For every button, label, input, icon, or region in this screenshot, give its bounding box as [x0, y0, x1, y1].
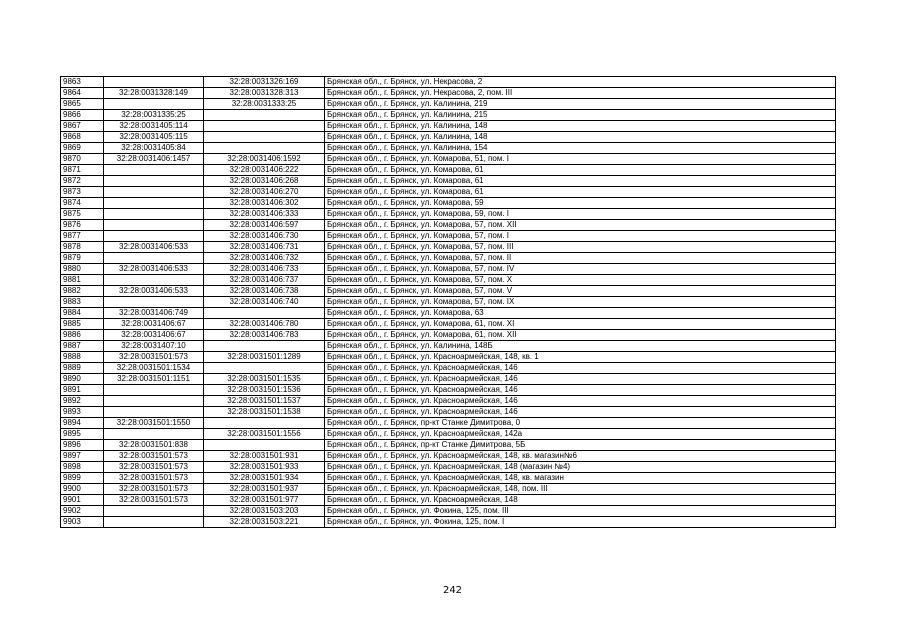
- cadastral-old-cell: 32:28:0031405:114: [104, 121, 204, 132]
- address-cell: Брянская обл., г. Брянск, ул. Красноармейская, 146: [325, 396, 836, 407]
- address-cell: Брянская обл., г. Брянск, ул. Калинина, 154: [325, 143, 836, 154]
- row-number-cell: 9878: [61, 242, 104, 253]
- address-cell: Брянская обл., г. Брянск, ул. Красноармейская, 146: [325, 385, 836, 396]
- address-cell: Брянская обл., г. Брянск, ул. Комарова, 63: [325, 308, 836, 319]
- row-number-cell: 9866: [61, 110, 104, 121]
- address-cell: Брянская обл., г. Брянск, ул. Комарова, 51, пом. I: [325, 154, 836, 165]
- cadastral-new-cell: 32:28:0031328:313: [204, 88, 325, 99]
- address-cell: Брянская обл., г. Брянск, ул. Комарова, 61, пом. XII: [325, 330, 836, 341]
- cadastral-old-cell: [104, 77, 204, 88]
- table-row: [61, 429, 836, 440]
- cadastral-new-cell: 32:28:0031406:1592: [204, 154, 325, 165]
- row-number-cell: 9865: [61, 99, 104, 110]
- cadastral-new-cell: 32:28:0031501:1289: [204, 352, 325, 363]
- cadastral-old-cell: 32:28:0031501:1534: [104, 363, 204, 374]
- address-cell: Брянская обл., г. Брянск, ул. Красноармейская, 148: [325, 495, 836, 506]
- table-row: [61, 264, 836, 275]
- table-row: [61, 99, 836, 110]
- cadastral-new-cell: 32:28:0031406:222: [204, 165, 325, 176]
- row-number-cell: 9873: [61, 187, 104, 198]
- address-cell: Брянская обл., г. Брянск, ул. Красноармейская, 146: [325, 407, 836, 418]
- row-number-cell: 9881: [61, 275, 104, 286]
- table-row: [61, 121, 836, 132]
- address-cell: Брянская обл., г. Брянск, ул. Комарова, 57, пом. II: [325, 253, 836, 264]
- row-number-cell: 9880: [61, 264, 104, 275]
- cadastral-new-cell: 32:28:0031501:1538: [204, 407, 325, 418]
- cadastral-old-cell: [104, 176, 204, 187]
- row-number-cell: 9890: [61, 374, 104, 385]
- row-number-cell: 9901: [61, 495, 104, 506]
- cadastral-new-cell: 32:28:0031501:934: [204, 473, 325, 484]
- row-number-cell: 9894: [61, 418, 104, 429]
- table-row: [61, 396, 836, 407]
- address-cell: Брянская обл., г. Брянск, ул. Красноармейская, 146: [325, 363, 836, 374]
- cadastral-old-cell: [104, 506, 204, 517]
- cadastral-old-cell: 32:28:0031328:149: [104, 88, 204, 99]
- address-cell: Брянская обл., г. Брянск, ул. Комарова, 59: [325, 198, 836, 209]
- table-row: [61, 330, 836, 341]
- cadastral-new-cell: 32:28:0031503:203: [204, 506, 325, 517]
- row-number-cell: 9872: [61, 176, 104, 187]
- address-cell: Брянская обл., г. Брянск, ул. Комарова, 57, пом. XII: [325, 220, 836, 231]
- row-number-cell: 9868: [61, 132, 104, 143]
- cadastral-old-cell: [104, 253, 204, 264]
- row-number-cell: 9889: [61, 363, 104, 374]
- address-cell: Брянская обл., г. Брянск, ул. Комарова, 57, пом. X: [325, 275, 836, 286]
- cadastral-new-cell: 32:28:0031406:780: [204, 319, 325, 330]
- table-row: [61, 418, 836, 429]
- cadastral-new-cell: 32:28:0031501:931: [204, 451, 325, 462]
- table-row: [61, 88, 836, 99]
- cadastral-old-cell: 32:28:0031501:573: [104, 473, 204, 484]
- row-number-cell: 9877: [61, 231, 104, 242]
- row-number-cell: 9884: [61, 308, 104, 319]
- address-cell: Брянская обл., г. Брянск, пр-кт Станке Димитрова, 0: [325, 418, 836, 429]
- table-row: [61, 440, 836, 451]
- cadastral-old-cell: [104, 297, 204, 308]
- cadastral-new-cell: 32:28:0031501:977: [204, 495, 325, 506]
- cadastral-new-cell: 32:28:0031406:302: [204, 198, 325, 209]
- cadastral-new-cell: 32:28:0031406:737: [204, 275, 325, 286]
- address-cell: Брянская обл., г. Брянск, ул. Красноармейская, 148, кв. 1: [325, 352, 836, 363]
- address-cell: Брянская обл., г. Брянск, ул. Фокина, 125, пом. III: [325, 506, 836, 517]
- cadastral-old-cell: 32:28:0031501:573: [104, 352, 204, 363]
- address-cell: Брянская обл., г. Брянск, ул. Некрасова, 2, пом. III: [325, 88, 836, 99]
- cadastral-new-cell: 32:28:0031406:597: [204, 220, 325, 231]
- cadastral-old-cell: [104, 187, 204, 198]
- table-row: [61, 165, 836, 176]
- table-row: [61, 187, 836, 198]
- cadastral-old-cell: [104, 99, 204, 110]
- cadastral-new-cell: [204, 418, 325, 429]
- cadastral-new-cell: 32:28:0031406:740: [204, 297, 325, 308]
- cadastral-new-cell: 32:28:0031501:933: [204, 462, 325, 473]
- cadastral-old-cell: [104, 429, 204, 440]
- cadastral-old-cell: [104, 517, 204, 528]
- row-number-cell: 9875: [61, 209, 104, 220]
- table-row: [61, 132, 836, 143]
- cadastral-new-cell: 32:28:0031501:1535: [204, 374, 325, 385]
- cadastral-old-cell: [104, 231, 204, 242]
- cadastral-old-cell: [104, 198, 204, 209]
- cadastral-old-cell: [104, 209, 204, 220]
- address-cell: Брянская обл., г. Брянск, ул. Калинина, 148: [325, 121, 836, 132]
- cadastral-old-cell: 32:28:0031501:1151: [104, 374, 204, 385]
- row-number-cell: 9869: [61, 143, 104, 154]
- row-number-cell: 9887: [61, 341, 104, 352]
- table-row: [61, 374, 836, 385]
- row-number-cell: 9876: [61, 220, 104, 231]
- cadastral-new-cell: 32:28:0031406:730: [204, 231, 325, 242]
- row-number-cell: 9898: [61, 462, 104, 473]
- row-number-cell: 9897: [61, 451, 104, 462]
- row-number-cell: 9863: [61, 77, 104, 88]
- table-row: [61, 77, 836, 88]
- table-row: [61, 506, 836, 517]
- cadastral-old-cell: 32:28:0031501:573: [104, 462, 204, 473]
- row-number-cell: 9895: [61, 429, 104, 440]
- row-number-cell: 9893: [61, 407, 104, 418]
- cadastral-new-cell: [204, 110, 325, 121]
- address-cell: Брянская обл., г. Брянск, ул. Комарова, 57, пом. IX: [325, 297, 836, 308]
- cadastral-new-cell: [204, 143, 325, 154]
- address-cell: Брянская обл., г. Брянск, ул. Фокина, 125, пом. I: [325, 517, 836, 528]
- address-cell: Брянская обл., г. Брянск, ул. Комарова, 57, пом. V: [325, 286, 836, 297]
- cadastral-new-cell: 32:28:0031501:1537: [204, 396, 325, 407]
- table-row: [61, 275, 836, 286]
- row-number-cell: 9891: [61, 385, 104, 396]
- cadastral-old-cell: [104, 165, 204, 176]
- table-row: [61, 242, 836, 253]
- address-cell: Брянская обл., г. Брянск, ул. Комарова, 57, пом. IV: [325, 264, 836, 275]
- table-row: [61, 143, 836, 154]
- table-row: [61, 341, 836, 352]
- cadastral-old-cell: 32:28:0031335:25: [104, 110, 204, 121]
- row-number-cell: 9888: [61, 352, 104, 363]
- cadastral-old-cell: 32:28:0031501:1550: [104, 418, 204, 429]
- cadastral-old-cell: 32:28:0031406:533: [104, 286, 204, 297]
- address-cell: Брянская обл., г. Брянск, ул. Комарова, 57, пом. III: [325, 242, 836, 253]
- cadastral-new-cell: 32:28:0031406:270: [204, 187, 325, 198]
- cadastral-new-cell: [204, 440, 325, 451]
- table-row: [61, 484, 836, 495]
- cadastral-old-cell: 32:28:0031406:67: [104, 330, 204, 341]
- address-cell: Брянская обл., г. Брянск, ул. Комарова, 61, пом. XI: [325, 319, 836, 330]
- cadastral-old-cell: 32:28:0031406:67: [104, 319, 204, 330]
- row-number-cell: 9899: [61, 473, 104, 484]
- address-cell: Брянская обл., г. Брянск, ул. Комарова, 61: [325, 165, 836, 176]
- address-cell: Брянская обл., г. Брянск, ул. Некрасова, 2: [325, 77, 836, 88]
- cadastral-new-cell: 32:28:0031406:783: [204, 330, 325, 341]
- address-cell: Брянская обл., г. Брянск, ул. Красноармейская, 148, кв. магазин№6: [325, 451, 836, 462]
- cadastral-new-cell: 32:28:0031406:333: [204, 209, 325, 220]
- address-cell: Брянская обл., г. Брянск, ул. Комарова, 61: [325, 176, 836, 187]
- row-number-cell: 9882: [61, 286, 104, 297]
- address-cell: Брянская обл., г. Брянск, ул. Комарова, 59, пом. I: [325, 209, 836, 220]
- table-row: [61, 407, 836, 418]
- address-cell: Брянская обл., г. Брянск, ул. Красноармейская, 148, пом. III: [325, 484, 836, 495]
- row-number-cell: 9864: [61, 88, 104, 99]
- cadastral-old-cell: 32:28:0031406:1457: [104, 154, 204, 165]
- table-row: [61, 220, 836, 231]
- cadastral-new-cell: 32:28:0031501:1556: [204, 429, 325, 440]
- cadastral-old-cell: 32:28:0031501:573: [104, 495, 204, 506]
- address-cell: Брянская обл., г. Брянск, ул. Калинина, 148: [325, 132, 836, 143]
- row-number-cell: 9896: [61, 440, 104, 451]
- table-row: [61, 451, 836, 462]
- row-number-cell: 9886: [61, 330, 104, 341]
- row-number-cell: 9900: [61, 484, 104, 495]
- table-row: [61, 517, 836, 528]
- row-number-cell: 9874: [61, 198, 104, 209]
- cadastral-old-cell: [104, 396, 204, 407]
- cadastral-new-cell: [204, 308, 325, 319]
- cadastral-new-cell: 32:28:0031406:731: [204, 242, 325, 253]
- table-row: [61, 319, 836, 330]
- row-number-cell: 9867: [61, 121, 104, 132]
- cadastral-new-cell: 32:28:0031406:733: [204, 264, 325, 275]
- cadastral-old-cell: 32:28:0031501:573: [104, 484, 204, 495]
- cadastral-old-cell: [104, 220, 204, 231]
- row-number-cell: 9871: [61, 165, 104, 176]
- cadastral-new-cell: 32:28:0031406:738: [204, 286, 325, 297]
- address-cell: Брянская обл., г. Брянск, ул. Красноармейская, 146: [325, 374, 836, 385]
- cadastral-new-cell: 32:28:0031503:221: [204, 517, 325, 528]
- cadastral-new-cell: 32:28:0031333:25: [204, 99, 325, 110]
- cadastral-old-cell: 32:28:0031405:115: [104, 132, 204, 143]
- cadastral-table: [60, 76, 836, 528]
- table-row: [61, 154, 836, 165]
- table-row: [61, 363, 836, 374]
- page-number: 242: [442, 585, 463, 596]
- address-cell: Брянская обл., г. Брянск, ул. Калинина, 219: [325, 99, 836, 110]
- address-cell: Брянская обл., г. Брянск, ул. Калинина, 215: [325, 110, 836, 121]
- table-body: [61, 77, 836, 528]
- cadastral-new-cell: [204, 132, 325, 143]
- cadastral-old-cell: 32:28:0031407:10: [104, 341, 204, 352]
- row-number-cell: 9903: [61, 517, 104, 528]
- address-cell: Брянская обл., г. Брянск, пр-кт Станке Димитрова, 5Б: [325, 440, 836, 451]
- cadastral-new-cell: 32:28:0031501:1536: [204, 385, 325, 396]
- address-cell: Брянская обл., г. Брянск, ул. Калинина, 148Б: [325, 341, 836, 352]
- cadastral-old-cell: 32:28:0031406:533: [104, 264, 204, 275]
- address-cell: Брянская обл., г. Брянск, ул. Красноармейская, 142а: [325, 429, 836, 440]
- cadastral-old-cell: 32:28:0031406:749: [104, 308, 204, 319]
- table-row: [61, 297, 836, 308]
- cadastral-old-cell: 32:28:0031501:573: [104, 451, 204, 462]
- table-row: [61, 209, 836, 220]
- table-row: [61, 110, 836, 121]
- address-cell: Брянская обл., г. Брянск, ул. Красноармейская, 148, кв. магазин: [325, 473, 836, 484]
- cadastral-new-cell: [204, 363, 325, 374]
- row-number-cell: 9879: [61, 253, 104, 264]
- table-row: [61, 308, 836, 319]
- cadastral-new-cell: 32:28:0031326:169: [204, 77, 325, 88]
- row-number-cell: 9883: [61, 297, 104, 308]
- cadastral-old-cell: 32:28:0031405:84: [104, 143, 204, 154]
- cadastral-old-cell: [104, 407, 204, 418]
- cadastral-old-cell: [104, 275, 204, 286]
- table-row: [61, 495, 836, 506]
- table-row: [61, 286, 836, 297]
- cadastral-old-cell: 32:28:0031501:838: [104, 440, 204, 451]
- row-number-cell: 9870: [61, 154, 104, 165]
- address-cell: Брянская обл., г. Брянск, ул. Комарова, 61: [325, 187, 836, 198]
- address-cell: Брянская обл., г. Брянск, ул. Красноармейская, 148 (магазин №4): [325, 462, 836, 473]
- row-number-cell: 9885: [61, 319, 104, 330]
- cadastral-new-cell: 32:28:0031406:732: [204, 253, 325, 264]
- table-row: [61, 385, 836, 396]
- table-row: [61, 253, 836, 264]
- table-row: [61, 176, 836, 187]
- table-row: [61, 473, 836, 484]
- address-cell: Брянская обл., г. Брянск, ул. Комарова, 57, пом. I: [325, 231, 836, 242]
- table-row: [61, 352, 836, 363]
- cadastral-new-cell: [204, 121, 325, 132]
- table-row: [61, 231, 836, 242]
- cadastral-old-cell: [104, 385, 204, 396]
- cadastral-new-cell: [204, 341, 325, 352]
- table-row: [61, 462, 836, 473]
- cadastral-new-cell: 32:28:0031501:937: [204, 484, 325, 495]
- row-number-cell: 9892: [61, 396, 104, 407]
- table-row: [61, 198, 836, 209]
- row-number-cell: 9902: [61, 506, 104, 517]
- cadastral-old-cell: 32:28:0031406:533: [104, 242, 204, 253]
- cadastral-new-cell: 32:28:0031406:268: [204, 176, 325, 187]
